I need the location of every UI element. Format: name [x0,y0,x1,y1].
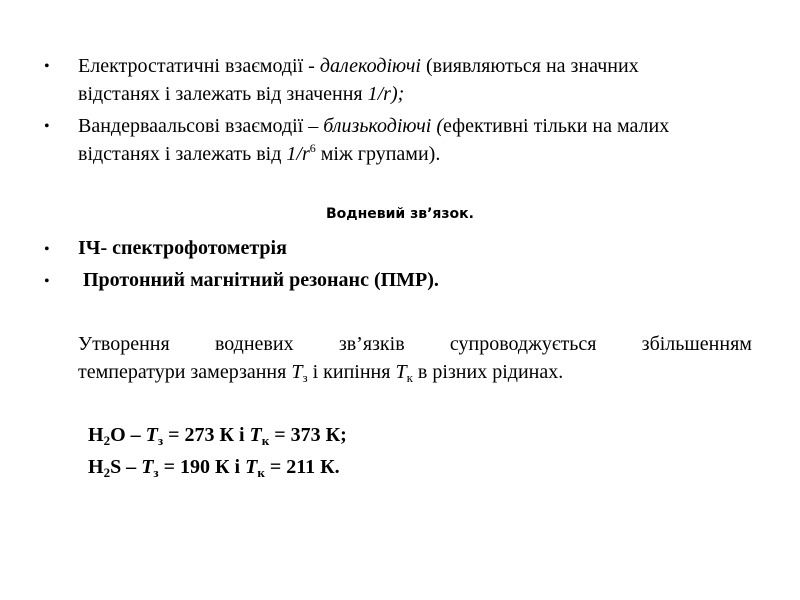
bullet-electrostatic [78,52,639,108]
hydrogen-bond-paragraph [78,330,752,386]
symbol-T: Т [245,456,258,478]
italic-term: далекодіючі [319,55,421,77]
text-run: температури замерзання [78,361,292,383]
symbol-T: Т [141,456,154,478]
italic-term: 1/r); [367,83,405,105]
subscript: к [261,433,270,448]
text-run: ефективні тільки на малих [443,115,670,137]
superscript: 6 [309,141,316,155]
text-run: = 211 К. [264,456,340,478]
text-run: S – [110,456,142,478]
bullet-ir-spectro: ІЧ- спектрофотометрія [78,237,287,259]
symbol-T: Т [249,424,262,446]
bullet-line [78,140,669,168]
bullet-line [78,52,639,80]
subscript: 2 [103,465,111,480]
word: водневих [214,333,294,355]
bullet-nmr: Протонний магнітний резонанс (ПМР). [78,269,439,291]
bullet-dot: • [44,58,50,75]
formula-h2s [88,453,340,481]
text-run: і кипіння [307,361,396,383]
text-run: відстанях і залежать від значення [78,83,368,105]
text-run: Електростатичні взаємодії - [78,55,320,77]
bullet-dot: • [44,118,50,135]
bullet-line [78,112,669,140]
subscript: з [153,465,159,480]
text-run: O – [110,424,146,446]
symbol-T: Т [291,361,303,383]
bullet-line [78,80,639,108]
bullet-dot: • [44,241,50,258]
subscript: к [406,370,413,385]
text-run: = 373 К; [269,424,347,446]
formula-water [88,421,347,449]
text-run: (виявляються на значних [420,55,639,77]
text-run: Вандерваальсові взаємодії – [78,115,324,137]
word: Утворення [78,333,170,355]
symbol-T: Т [395,361,407,383]
word: супроводжується [449,333,597,355]
text-run: = 273 К і [163,424,250,446]
subscript: к [257,465,265,480]
text-run: між групами). [315,143,441,165]
text-run: = 190 К і [158,456,246,478]
bullet-dot: • [44,273,50,290]
symbol-T: Т [145,424,158,446]
text-run: відстанях і залежать від [78,143,287,165]
paragraph-line-justified [78,330,752,358]
text-run: в різних рідинах. [412,361,564,383]
bullet-vanderwaals [78,112,669,168]
subscript: з [302,370,308,385]
word: збільшенням [641,333,752,355]
text-run: H [88,424,104,446]
text-run: H [88,456,104,478]
italic-term: 1/r [286,143,310,165]
subscript: з [157,433,164,448]
subscript: 2 [103,433,111,448]
italic-term: близькодіючі ( [323,115,444,137]
paragraph-line [78,358,752,386]
section-heading: Водневий зв’язок. [326,206,474,222]
word: зв’язків [338,333,405,355]
